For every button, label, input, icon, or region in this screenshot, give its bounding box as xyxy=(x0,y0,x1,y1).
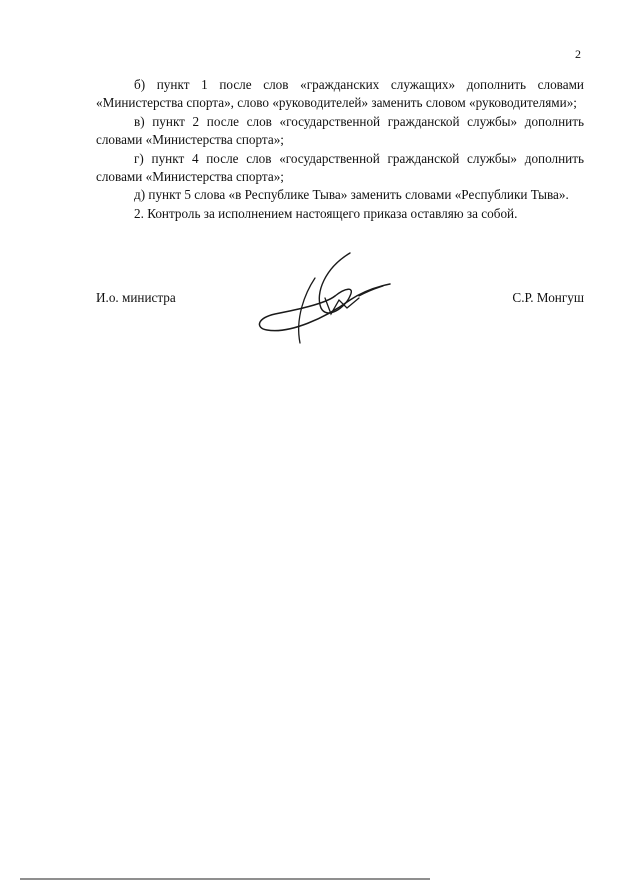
signatory-name: С.Р. Монгуш xyxy=(512,290,584,305)
paragraph-item-v: в) пункт 2 после слов «государственной гражданской службы» дополнить словами «Министерства спорта»; xyxy=(96,113,584,148)
paragraph-item-d: д) пункт 5 слова «в Республике Тыва» заменить словами «Республики Тыва». xyxy=(134,187,569,203)
paragraph-item-g: г) пункт 4 после слов «государственной гражданской службы» дополнить словами «Министерства спорта»; xyxy=(96,150,584,185)
scan-edge-line xyxy=(20,878,430,880)
signatory-title: И.о. министра xyxy=(96,290,176,305)
paragraph-control: 2. Контроль за исполнением настоящего приказа оставляю за собой. xyxy=(134,205,518,221)
document-body xyxy=(96,76,584,223)
page-number: 2 xyxy=(575,47,581,61)
handwritten-signature xyxy=(255,248,395,348)
paragraph-item-b: б) пункт 1 после слов «гражданских служащих» дополнить словами «Министерства спорта», слово «руководителей» заменить словом «руководителями»; xyxy=(96,77,584,111)
